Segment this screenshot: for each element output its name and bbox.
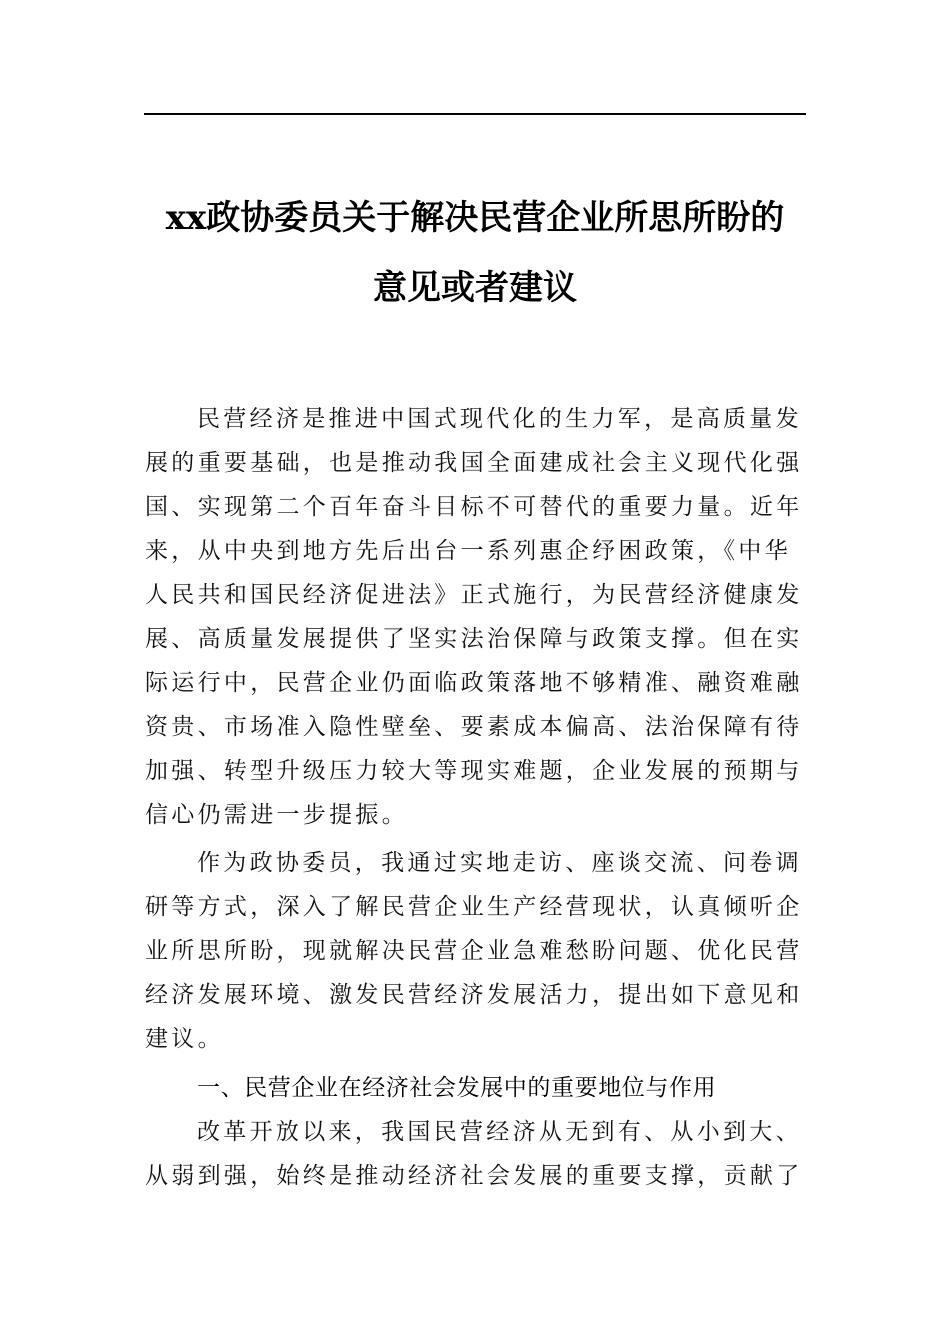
paragraph-line: 改革开放以来，我国民营经济从无到有、从小到大、 xyxy=(197,1119,802,1145)
paragraph-line: 业所思所盼，现就解决民营企业急难愁盼问题、优化民营 xyxy=(145,938,803,964)
paragraph-line: 民营经济是推进中国式现代化的生力军，是高质量发 xyxy=(197,406,802,432)
paragraph-line: 研等方式，深入了解民营企业生产经营现状，认真倾听企 xyxy=(145,894,803,920)
paragraph-line: 资贵、市场准入隐性壁垒、要素成本偏高、法治保障有待 xyxy=(145,714,803,740)
paragraph-line: 经济发展环境、激发民营经济发展活力，提出如下意见和 xyxy=(145,982,803,1008)
section-heading-1: 一、民营企业在经济社会发展中的重要地位与作用 xyxy=(197,1075,717,1101)
document-title-line-1: xx政协委员关于解决民营企业所思所盼的 xyxy=(165,198,785,238)
document-title-line-2: 意见或者建议 xyxy=(373,268,577,308)
paragraph-line: 国、实现第二个百年奋斗目标不可替代的重要力量。近年 xyxy=(145,494,803,520)
paragraph-line: 展的重要基础，也是推动我国全面建成社会主义现代化强 xyxy=(145,450,803,476)
paragraph-line: 建议。 xyxy=(145,1026,224,1052)
paragraph-line: 从弱到强，始终是推动经济社会发展的重要支撑，贡献了 xyxy=(145,1163,803,1189)
paragraph-line: 来，从中央到地方先后出台一系列惠企纾困政策，《中华 xyxy=(145,538,791,564)
paragraph-line: 际运行中，民营企业仍面临政策落地不够精准、融资难融 xyxy=(145,670,803,696)
paragraph-line: 信心仍需进一步提振。 xyxy=(145,802,408,828)
paragraph-line: 作为政协委员，我通过实地走访、座谈交流、问卷调 xyxy=(197,850,802,876)
header-rule xyxy=(144,113,806,115)
paragraph-line: 人民共和国民经济促进法》正式施行，为民营经济健康发 xyxy=(145,582,803,608)
paragraph-line: 展、高质量发展提供了坚实法治保障与政策支撑。但在实 xyxy=(145,626,803,652)
paragraph-line: 加强、转型升级压力较大等现实难题，企业发展的预期与 xyxy=(145,758,803,784)
